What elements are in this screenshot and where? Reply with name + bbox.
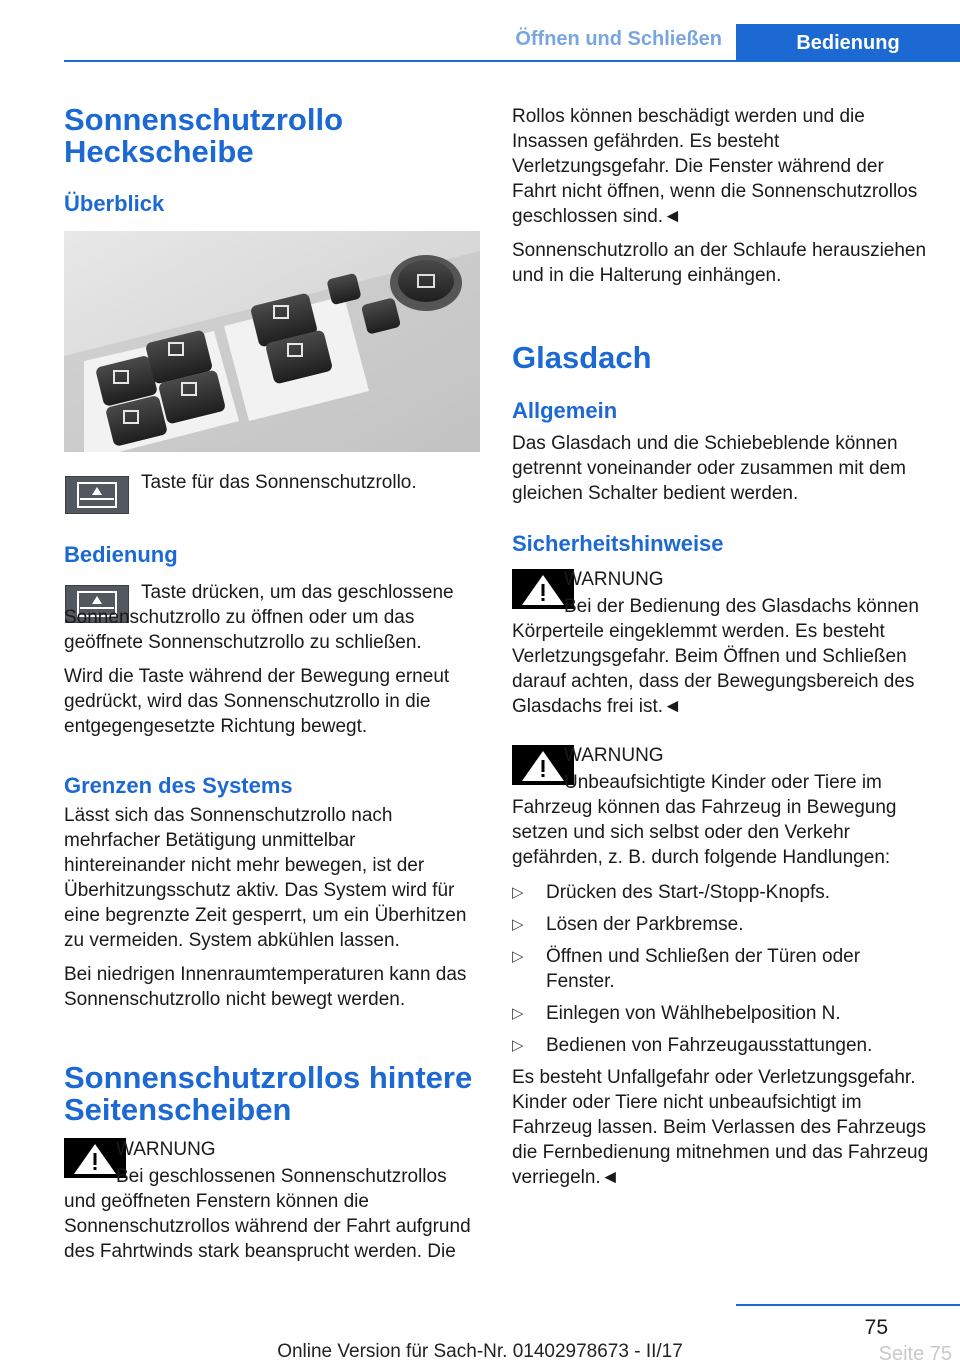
page-number: 75 [864,1316,888,1339]
bedienung-heading: Bedienung [64,542,178,567]
warning-label: WARNUNG [564,745,664,766]
list-item: ▷ Öffnen und Schließen der Türen oder Fenster. [512,946,861,992]
warning-block-1 [512,567,932,728]
glasdach-title: Glasdach [512,340,652,375]
warning-text: Bei der Bedienung des Glasdachs können Körperteile eingeklemmt werden. Es besteht Verletzungsgefahr. Beim Öffnen und Schließen darauf achten, dass der Bewegungsbereich des Glasdachs frei ist.◄ [512,596,919,717]
triangle-right-icon: ▷ [512,884,524,901]
warning-label: WARNUNG [564,569,664,590]
allgemein-paragraph: Das Glasdach und die Schiebeblende können getrennt voneinander oder zusammen mit dem gleichen Schalter bedient werden. [512,433,906,504]
list-item: ▷ Bedienen von Fahrzeugausstattungen. [512,1035,873,1056]
warning-text: Bei geschlossenen Sonnenschutzrollos und geöffneten Fenstern können die Sonnenschutzrollos während der Fahrt aufgrund des Fahrtwinds stark beansprucht werden. Die [64,1166,471,1262]
warning-text: Unbeaufsichtigte Kinder oder Tiere im Fahrzeug können das Fahrzeug in Bewegung setzen und sich selbst oder den Verkehr gefährden, z. B. durch folgende Handlungen: [512,772,897,868]
list-item: ▷ Einlegen von Wählhebelposition N. [512,1003,841,1024]
continued-text-block [512,104,932,297]
sunblind-button-icon [65,476,129,514]
tag-caption: Taste für das Sonnenschutzrollo. [141,472,417,493]
footer-rule [736,1304,960,1306]
triangle-right-icon: ▷ [512,916,524,933]
rear-warning-block [64,1137,482,1273]
triangle-right-icon: ▷ [512,1005,524,1022]
warning-label: WARNUNG [116,1139,216,1160]
warning-block-2 [512,743,932,1199]
window-switch-photo [64,231,480,452]
watermark: Seite 75 [878,1343,952,1365]
header-rule [64,60,960,62]
closing-paragraph: Es besteht Unfallgefahr oder Verletzungsgefahr. Kinder oder Tiere nicht unbeaufsichtigt im Fahrzeug lassen. Beim Verlassen des Fahrzeugs die Fernbedienung mitnehmen und das Fahrzeug verriegeln.◄ [512,1067,929,1188]
section-title: Öffnen und Schließen [515,28,722,50]
section-title-rear-blinds: Sonnenschutzrollos hintere Seitenscheiben [64,1060,473,1127]
allgemein-heading: Allgemein [512,398,618,423]
page-title: Sonnenschutzrollo Heckscheibe [64,102,343,169]
bedienung-paragraph: Taste drücken, um das geschlossene Sonnenschutzrollo zu öffnen oder um das geöffnete Sonnenschutzrollo zu schließen. [64,582,454,653]
action-list [512,880,932,1058]
grenzen-paragraph-2: Bei niedrigen Innenraumtemperaturen kann das Sonnenschutzrollo nicht bewegt werden. [64,964,467,1010]
grenzen-heading: Grenzen des Systems [64,773,293,798]
list-item: ▷ Lösen der Parkbremse. [512,914,744,935]
continued-paragraph-2: Sonnenschutzrollo an der Schlaufe herausziehen und in die Halterung einhängen. [512,240,927,286]
bedienung-text-block [64,580,482,748]
online-version-note: Online Version für Sach-Nr. 01402978673 - II/17 [277,1341,683,1362]
overview-heading: Überblick [64,191,165,216]
triangle-right-icon: ▷ [512,948,524,965]
chapter-tab: Bedienung [736,24,960,62]
grenzen-paragraph: Lässt sich das Sonnenschutzrollo nach mehrfacher Betätigung unmittelbar hintereinander nicht mehr bewegen, ist der Überhitzungsschutz aktiv. Das System wird für eine begrenzte Zeit gesperrt, um ein Überhitzen zu vermeiden. System abkühlen lassen. [64,805,467,951]
grenzen-text-block [64,803,482,1021]
triangle-right-icon: ▷ [512,1037,524,1054]
safety-heading: Sicherheitshinweise [512,531,724,556]
list-item: ▷ Drücken des Start-/Stopp-Knopfs. [512,882,831,903]
bedienung-paragraph-2: Wird die Taste während der Bewegung erneut gedrückt, wird das Sonnenschutzrollo in die entgegengesetzte Richtung bewegt. [64,666,450,737]
continued-paragraph: Rollos können beschädigt werden und die Insassen gefährden. Es besteht Verletzungsgefahr. Die Fenster während der Fahrt nicht öffnen, wenn die Sonnenschutzrollos geschlossen sind.◄ [512,106,918,227]
